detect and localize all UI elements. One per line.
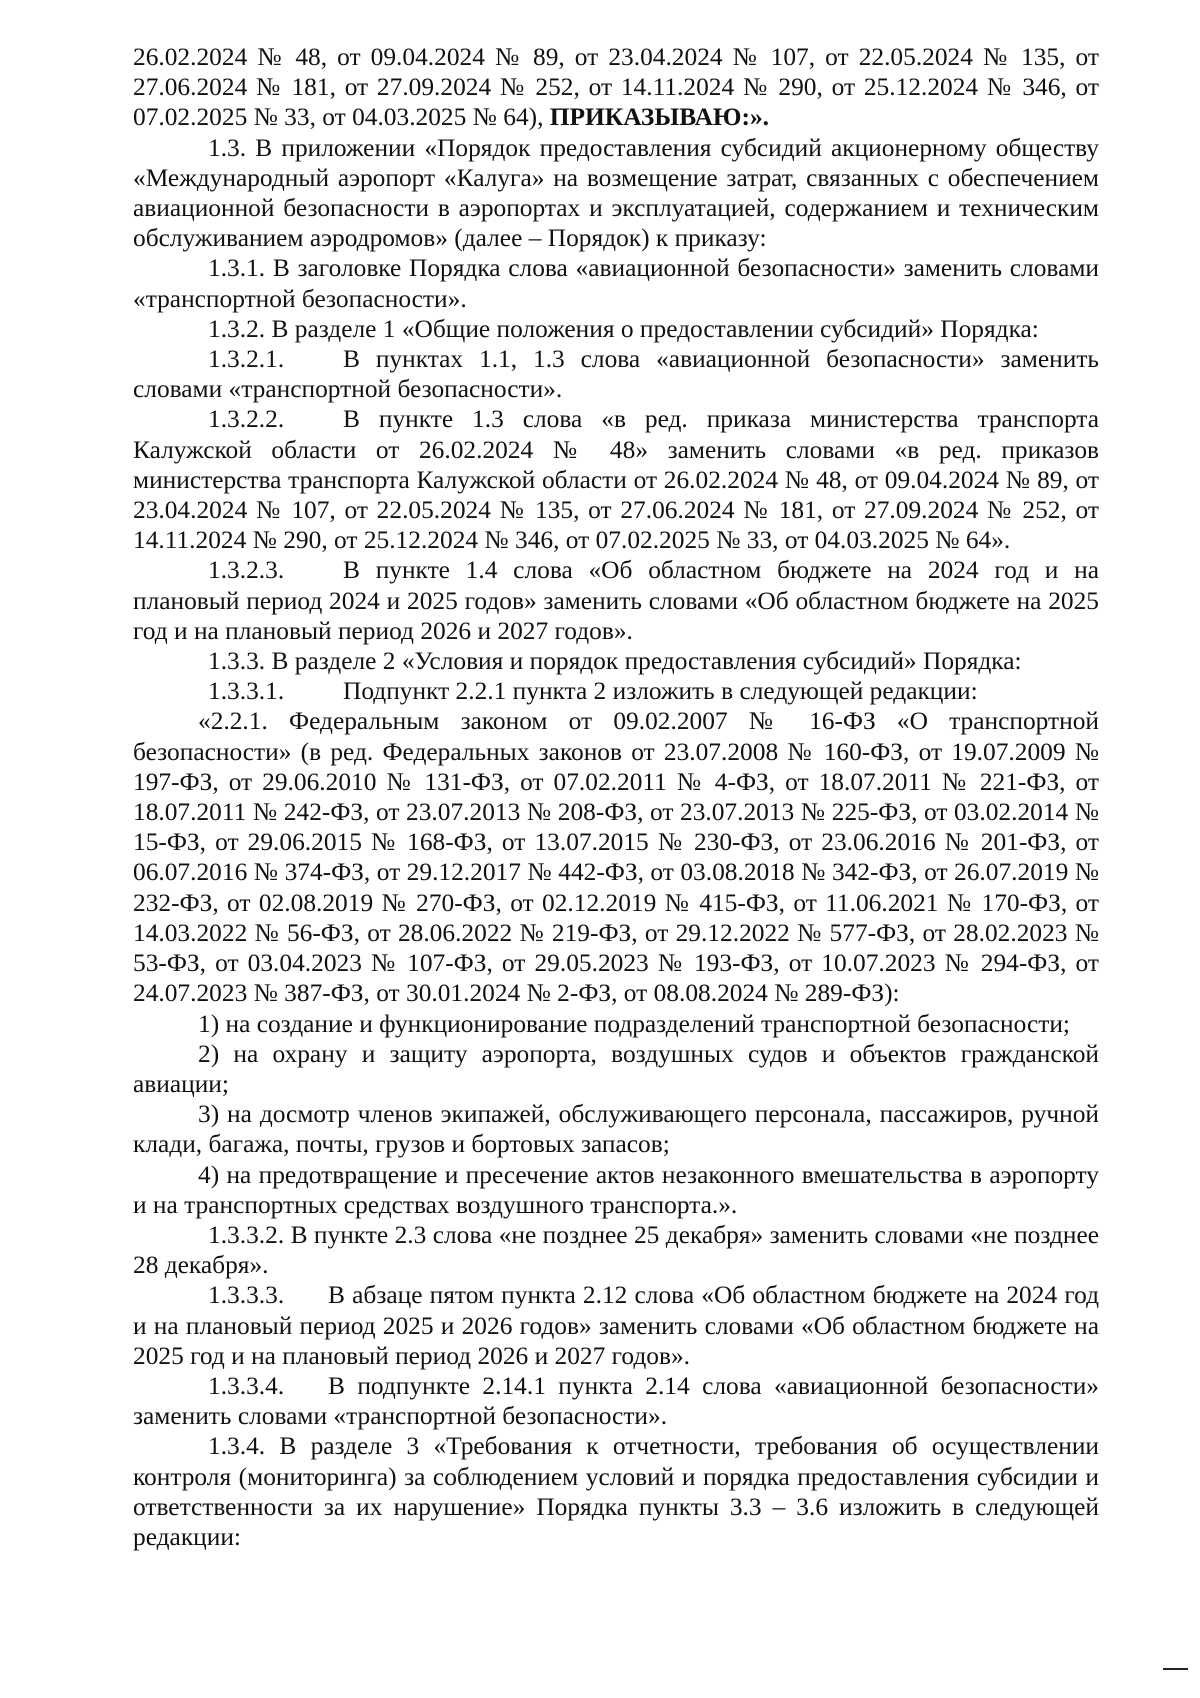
clause-number: 1.3.3.3. (208, 1281, 285, 1310)
paragraph-1-3-4: 1.3.4. В разделе 3 «Требования к отчетности, требования об осуществлении контроля (мониторинга) за соблюдением условий и порядка предоставления субсидии и ответственности за их нарушение» Порядка пункты 3.3 – 3.6 изложить в следующей редакции: (133, 1432, 1099, 1551)
clause-number: 1.3.2.3. (208, 556, 285, 585)
paragraph-1-3: 1.3. В приложении «Порядок предоставления субсидий акционерному обществу «Международный аэропорт «Калуга» на возмещение затрат, связанных с обеспечением авиационной безопасности в аэропортах и эксплуатацией, содержанием и техническим обслуживанием аэродромов» (далее – Порядок) к приказу: (133, 133, 1099, 253)
page-edge-mark (1163, 1668, 1188, 1670)
clause-text: Подпункт 2.2.1 пункта 2 изложить в следующей редакции: (343, 677, 978, 706)
paragraph-1-3-2-1 (133, 344, 1099, 404)
paragraph-1-3-3-4 (133, 1371, 1099, 1431)
list-item-2: 2) на охрану и защиту аэропорта, воздушных судов и объектов гражданской авиации; (133, 1039, 1099, 1098)
paragraph-1-3-3-2: 1.3.3.2. В пункте 2.3 слова «не позднее 25 декабря» заменить словами «не позднее 28 декабря». (133, 1220, 1099, 1280)
list-item-3: 3) на досмотр членов экипажей, обслуживающего персонала, пассажиров, ручной клади, багажа, почты, грузов и бортовых запасов; (133, 1100, 1099, 1159)
list-item-1: 1) на создание и функционирование подразделений транспортной безопасности; (198, 1009, 1070, 1038)
paragraph-1-3-2-3 (133, 555, 1099, 646)
paragraph-1-3-1: 1.3.1. В заголовке Порядка слова «авиационной безопасности» заменить словами «транспортной безопасности». (133, 254, 1099, 313)
paragraph-intro (133, 42, 1099, 133)
clause-number: 1.3.2.2. (208, 405, 285, 434)
clause-text: В абзаце пятом пункта 2.12 слова «Об областном бюджете на 2024 год и на плановый период 2025 и 2026 годов» заменить словами «Об областном бюджете на 2025 год и на плановый период 2026 и 2027 годов». (133, 1281, 1099, 1370)
clause-number: 1.3.3.1. (208, 677, 285, 706)
clause-text: В пунктах 1.1, 1.3 слова «авиационной безопасности» заменить словами «транспортной безопасности». (133, 345, 1099, 404)
paragraph-1-3-2-2 (133, 404, 1099, 555)
list-item-4: 4) на предотвращение и пресечение актов незаконного вмешательства в аэропорту и на транспортных средствах воздушного транспорта.». (133, 1160, 1099, 1219)
clause-text: В подпункте 2.14.1 пункта 2.14 слова «авиационной безопасности» заменить словами «транспортной безопасности». (133, 1371, 1099, 1431)
paragraph-1-3-3-3 (133, 1280, 1099, 1371)
order-keyword: ПРИКАЗЫВАЮ:». (549, 103, 770, 132)
clause-text: В пункте 1.4 слова «Об областном бюджете на 2024 год и на плановый период 2024 и 2025 годов» заменить словами «Об областном бюджете на 2025 год и на плановый период 2026 и 2027 годов». (133, 556, 1099, 645)
clause-number: 1.3.2.1. (208, 345, 285, 374)
clause-text: В пункте 1.3 слова «в ред. приказа министерства транспорта Калужской области от 26.02.2024 № 48» заменить словами «в ред. приказов министерства транспорта Калужской области от 26.02.2024 № 48, от 09.04.2024 № 89, от 23.04.2024 № 107, от 22.05.2024 № 135, от 27.06.2024 № 181, от 27.09.2024 № 252, от 14.11.2024 № 290, от 25.12.2024 № 346, от 07.02.2025 № 33, от 04.03.2025 № 64». (133, 405, 1099, 555)
paragraph-1-3-3: 1.3.3. В разделе 2 «Условия и порядок предоставления субсидий» Порядка: (208, 647, 1022, 676)
paragraph-1-3-3-1 (133, 676, 1099, 706)
paragraph-2-2-1: «2.2.1. Федеральным законом от 09.02.2007 № 16-ФЗ «О транспортной безопасности» (в ред. Федеральных законов от 23.07.2008 № 160-ФЗ, от 19.07.2009 № 197-ФЗ, от 29.06.2010 № 131-ФЗ, от 07.02.2011 № 4-ФЗ, от 18.07.2011 № 221-ФЗ, от 18.07.2011 № 242-ФЗ, от 23.07.2013 № 208-ФЗ, от 23.07.2013 № 225-ФЗ, от 03.02.2014 № 15-ФЗ, от 29.06.2015 № 168-ФЗ, от 13.07.2015 № 230-ФЗ, от 23.06.2016 № 201-ФЗ, от 06.07.2016 № 374-ФЗ, от 29.12.2017 № 442-ФЗ, от 03.08.2018 № 342-ФЗ, от 26.07.2019 № 232-ФЗ, от 02.08.2019 № 270-ФЗ, от 02.12.2019 № 415-ФЗ, от 11.06.2021 № 170-ФЗ, от 14.03.2022 № 56-ФЗ, от 28.06.2022 № 219-ФЗ, от 29.12.2022 № 577-ФЗ, от 28.02.2023 № 53-ФЗ, от 03.04.2023 № 107-ФЗ, от 29.05.2023 № 193-ФЗ, от 10.07.2023 № 294-ФЗ, от 24.07.2023 № 387-ФЗ, от 30.01.2024 № 2-ФЗ, от 08.08.2024 № 289-ФЗ): (133, 707, 1099, 1008)
document-page (133, 42, 1099, 1552)
paragraph-intro-text: 26.02.2024 № 48, от 09.04.2024 № 89, от 23.04.2024 № 107, от 22.05.2024 № 135, от 27.06.2024 № 181, от 27.09.2024 № 252, от 14.11.2024 № 290, от 25.12.2024 № 346, от 07.02.2025 № 33, от 04.03.2025 № 64), (133, 43, 1099, 132)
paragraph-1-3-2: 1.3.2. В разделе 1 «Общие положения о предоставлении субсидий» Порядка: (208, 314, 1039, 343)
clause-number: 1.3.3.4. (208, 1371, 285, 1400)
